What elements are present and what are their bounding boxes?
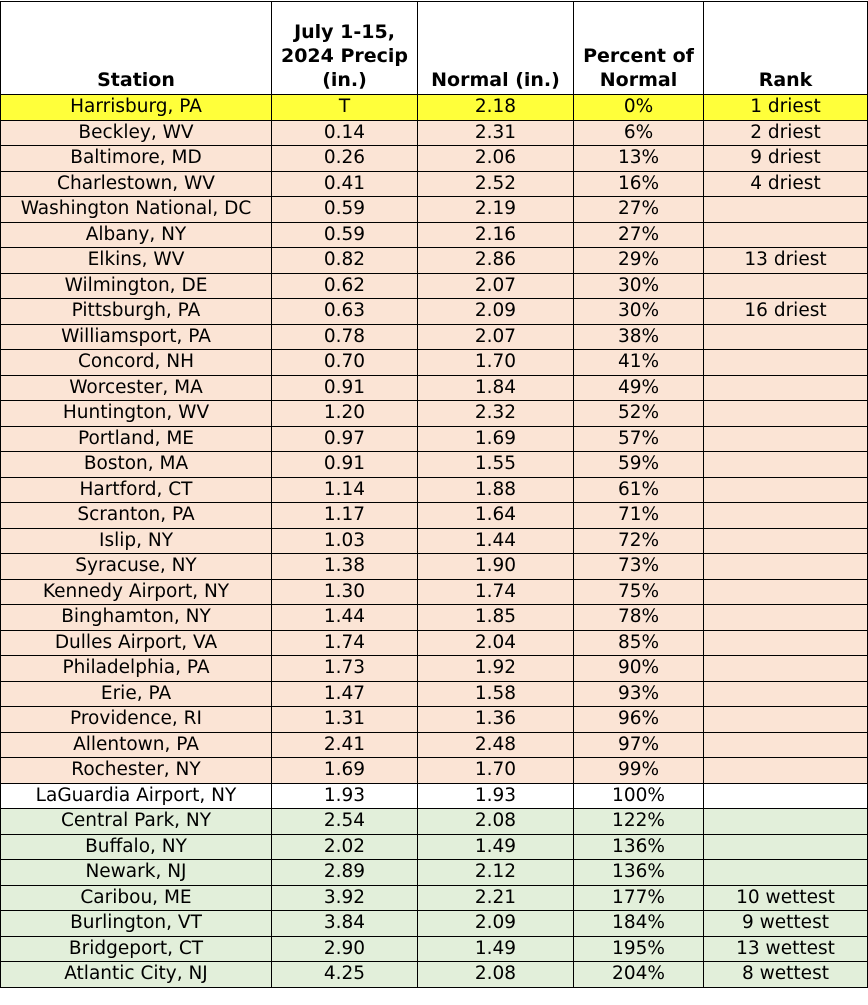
cell-normal: 2.07 [418, 324, 574, 350]
cell-percent: 122% [574, 809, 704, 835]
cell-precip: 0.91 [272, 452, 418, 478]
table-header [1, 2, 868, 95]
cell-precip: 2.02 [272, 834, 418, 860]
cell-percent: 30% [574, 273, 704, 299]
cell-percent: 0% [574, 95, 704, 121]
cell-precip: 1.14 [272, 477, 418, 503]
table-row [1, 605, 868, 631]
cell-normal: 1.84 [418, 375, 574, 401]
table-row [1, 962, 868, 988]
cell-rank [704, 477, 868, 503]
cell-precip: 3.84 [272, 911, 418, 937]
cell-normal: 1.90 [418, 554, 574, 580]
cell-precip: 0.59 [272, 222, 418, 248]
table-row [1, 528, 868, 554]
cell-station: Syracuse, NY [1, 554, 272, 580]
cell-normal: 1.85 [418, 605, 574, 631]
cell-precip: 1.30 [272, 579, 418, 605]
cell-rank [704, 222, 868, 248]
cell-precip: 1.47 [272, 681, 418, 707]
cell-percent: 38% [574, 324, 704, 350]
cell-rank: 1 driest [704, 95, 868, 121]
cell-station: Binghamton, NY [1, 605, 272, 631]
table-row [1, 95, 868, 121]
cell-normal: 2.19 [418, 197, 574, 223]
table-row [1, 554, 868, 580]
cell-rank: 13 driest [704, 248, 868, 274]
cell-precip: 0.91 [272, 375, 418, 401]
cell-station: Buffalo, NY [1, 834, 272, 860]
cell-station: Pittsburgh, PA [1, 299, 272, 325]
table-row [1, 860, 868, 886]
cell-normal: 1.92 [418, 656, 574, 682]
cell-percent: 93% [574, 681, 704, 707]
cell-percent: 71% [574, 503, 704, 529]
cell-station: Philadelphia, PA [1, 656, 272, 682]
cell-rank [704, 860, 868, 886]
cell-station: Elkins, WV [1, 248, 272, 274]
table-row [1, 452, 868, 478]
cell-normal: 1.74 [418, 579, 574, 605]
cell-percent: 100% [574, 783, 704, 809]
cell-normal: 1.88 [418, 477, 574, 503]
cell-precip: 0.62 [272, 273, 418, 299]
table-row [1, 171, 868, 197]
cell-rank [704, 197, 868, 223]
table-row [1, 273, 868, 299]
table-row [1, 732, 868, 758]
cell-percent: 177% [574, 885, 704, 911]
table-row [1, 707, 868, 733]
cell-percent: 136% [574, 860, 704, 886]
table-row [1, 426, 868, 452]
cell-rank [704, 809, 868, 835]
table-row [1, 375, 868, 401]
cell-rank: 16 driest [704, 299, 868, 325]
cell-station: Worcester, MA [1, 375, 272, 401]
cell-rank [704, 375, 868, 401]
cell-precip: 0.63 [272, 299, 418, 325]
cell-rank: 10 wettest [704, 885, 868, 911]
cell-precip: 2.41 [272, 732, 418, 758]
cell-station: Providence, RI [1, 707, 272, 733]
cell-precip: 1.69 [272, 758, 418, 784]
cell-rank [704, 656, 868, 682]
cell-normal: 1.58 [418, 681, 574, 707]
cell-percent: 75% [574, 579, 704, 605]
cell-normal: 1.49 [418, 834, 574, 860]
cell-station: Beckley, WV [1, 120, 272, 146]
table-row [1, 299, 868, 325]
header-precip: July 1-15, 2024 Precip (in.) [272, 2, 418, 95]
cell-normal: 1.64 [418, 503, 574, 529]
cell-rank [704, 681, 868, 707]
cell-station: Scranton, PA [1, 503, 272, 529]
cell-rank [704, 554, 868, 580]
cell-rank [704, 630, 868, 656]
cell-precip: 1.74 [272, 630, 418, 656]
cell-normal: 2.32 [418, 401, 574, 427]
cell-normal: 2.08 [418, 809, 574, 835]
cell-normal: 2.31 [418, 120, 574, 146]
cell-station: Charlestown, WV [1, 171, 272, 197]
cell-rank [704, 732, 868, 758]
cell-normal: 2.09 [418, 911, 574, 937]
cell-rank: 8 wettest [704, 962, 868, 988]
table-row [1, 350, 868, 376]
cell-station: Concord, NH [1, 350, 272, 376]
cell-precip: 0.78 [272, 324, 418, 350]
cell-normal: 2.08 [418, 962, 574, 988]
cell-station: Washington National, DC [1, 197, 272, 223]
cell-station: Williamsport, PA [1, 324, 272, 350]
cell-percent: 29% [574, 248, 704, 274]
table-row [1, 324, 868, 350]
cell-precip: 0.14 [272, 120, 418, 146]
table-row [1, 656, 868, 682]
header-station: Station [1, 2, 272, 95]
table-row [1, 758, 868, 784]
cell-station: Baltimore, MD [1, 146, 272, 172]
cell-station: Caribou, ME [1, 885, 272, 911]
cell-rank [704, 605, 868, 631]
cell-percent: 73% [574, 554, 704, 580]
cell-normal: 1.44 [418, 528, 574, 554]
cell-percent: 136% [574, 834, 704, 860]
cell-precip: 3.92 [272, 885, 418, 911]
cell-normal: 2.04 [418, 630, 574, 656]
cell-rank: 9 driest [704, 146, 868, 172]
cell-station: Harrisburg, PA [1, 95, 272, 121]
cell-percent: 78% [574, 605, 704, 631]
cell-normal: 2.86 [418, 248, 574, 274]
cell-percent: 204% [574, 962, 704, 988]
cell-rank [704, 350, 868, 376]
cell-station: Dulles Airport, VA [1, 630, 272, 656]
table-row [1, 911, 868, 937]
table-body [1, 95, 868, 988]
table-row [1, 579, 868, 605]
cell-station: Portland, ME [1, 426, 272, 452]
cell-normal: 2.18 [418, 95, 574, 121]
cell-precip: 0.97 [272, 426, 418, 452]
cell-station: Allentown, PA [1, 732, 272, 758]
table-row [1, 936, 868, 962]
table-row [1, 146, 868, 172]
cell-percent: 27% [574, 197, 704, 223]
cell-precip: 2.89 [272, 860, 418, 886]
header-rank: Rank [704, 2, 868, 95]
table-row [1, 630, 868, 656]
cell-rank [704, 834, 868, 860]
cell-percent: 6% [574, 120, 704, 146]
table-row [1, 120, 868, 146]
cell-station: Central Park, NY [1, 809, 272, 835]
cell-rank: 9 wettest [704, 911, 868, 937]
cell-rank [704, 452, 868, 478]
table-row [1, 222, 868, 248]
cell-normal: 2.21 [418, 885, 574, 911]
cell-percent: 195% [574, 936, 704, 962]
cell-station: Erie, PA [1, 681, 272, 707]
table-row [1, 834, 868, 860]
cell-station: Huntington, WV [1, 401, 272, 427]
cell-precip: 1.31 [272, 707, 418, 733]
cell-percent: 59% [574, 452, 704, 478]
cell-rank [704, 528, 868, 554]
cell-percent: 27% [574, 222, 704, 248]
cell-station: Rochester, NY [1, 758, 272, 784]
cell-precip: 1.38 [272, 554, 418, 580]
cell-station: LaGuardia Airport, NY [1, 783, 272, 809]
cell-normal: 1.36 [418, 707, 574, 733]
header-normal: Normal (in.) [418, 2, 574, 95]
cell-normal: 2.48 [418, 732, 574, 758]
cell-normal: 2.07 [418, 273, 574, 299]
cell-percent: 72% [574, 528, 704, 554]
precip-table [0, 1, 868, 988]
cell-station: Hartford, CT [1, 477, 272, 503]
table-row [1, 783, 868, 809]
cell-station: Burlington, VT [1, 911, 272, 937]
cell-station: Atlantic City, NJ [1, 962, 272, 988]
cell-normal: 1.69 [418, 426, 574, 452]
cell-station: Albany, NY [1, 222, 272, 248]
cell-normal: 1.49 [418, 936, 574, 962]
cell-percent: 90% [574, 656, 704, 682]
cell-rank [704, 401, 868, 427]
cell-rank [704, 426, 868, 452]
cell-normal: 1.70 [418, 350, 574, 376]
cell-normal: 2.12 [418, 860, 574, 886]
cell-percent: 49% [574, 375, 704, 401]
cell-percent: 85% [574, 630, 704, 656]
cell-percent: 16% [574, 171, 704, 197]
cell-precip: 1.73 [272, 656, 418, 682]
cell-percent: 96% [574, 707, 704, 733]
table-row [1, 197, 868, 223]
cell-rank [704, 273, 868, 299]
cell-station: Bridgeport, CT [1, 936, 272, 962]
header-percent: Percent of Normal [574, 2, 704, 95]
cell-percent: 52% [574, 401, 704, 427]
cell-percent: 61% [574, 477, 704, 503]
cell-rank: 13 wettest [704, 936, 868, 962]
table-row [1, 681, 868, 707]
table-row [1, 809, 868, 835]
table-row [1, 885, 868, 911]
cell-precip: 0.26 [272, 146, 418, 172]
cell-precip: 1.20 [272, 401, 418, 427]
cell-rank [704, 707, 868, 733]
cell-normal: 2.52 [418, 171, 574, 197]
cell-percent: 13% [574, 146, 704, 172]
cell-station: Islip, NY [1, 528, 272, 554]
cell-rank [704, 503, 868, 529]
table-row [1, 477, 868, 503]
cell-precip: 4.25 [272, 962, 418, 988]
cell-precip: 1.17 [272, 503, 418, 529]
cell-precip: 0.82 [272, 248, 418, 274]
cell-station: Kennedy Airport, NY [1, 579, 272, 605]
table-row [1, 503, 868, 529]
cell-rank [704, 783, 868, 809]
cell-percent: 99% [574, 758, 704, 784]
cell-normal: 2.16 [418, 222, 574, 248]
cell-station: Wilmington, DE [1, 273, 272, 299]
cell-percent: 184% [574, 911, 704, 937]
header-row [1, 2, 868, 95]
cell-precip: 1.03 [272, 528, 418, 554]
table-row [1, 401, 868, 427]
cell-percent: 97% [574, 732, 704, 758]
cell-rank [704, 579, 868, 605]
cell-normal: 1.93 [418, 783, 574, 809]
cell-rank [704, 758, 868, 784]
cell-rank [704, 324, 868, 350]
cell-precip: 2.54 [272, 809, 418, 835]
cell-normal: 2.09 [418, 299, 574, 325]
cell-rank: 4 driest [704, 171, 868, 197]
cell-rank: 2 driest [704, 120, 868, 146]
table-row [1, 248, 868, 274]
cell-normal: 1.55 [418, 452, 574, 478]
cell-station: Boston, MA [1, 452, 272, 478]
cell-station: Newark, NJ [1, 860, 272, 886]
cell-precip: 0.70 [272, 350, 418, 376]
cell-precip: 0.59 [272, 197, 418, 223]
cell-precip: 0.41 [272, 171, 418, 197]
cell-normal: 1.70 [418, 758, 574, 784]
cell-normal: 2.06 [418, 146, 574, 172]
cell-percent: 57% [574, 426, 704, 452]
cell-precip: 2.90 [272, 936, 418, 962]
cell-precip: 1.44 [272, 605, 418, 631]
cell-precip: T [272, 95, 418, 121]
cell-percent: 30% [574, 299, 704, 325]
cell-percent: 41% [574, 350, 704, 376]
cell-precip: 1.93 [272, 783, 418, 809]
